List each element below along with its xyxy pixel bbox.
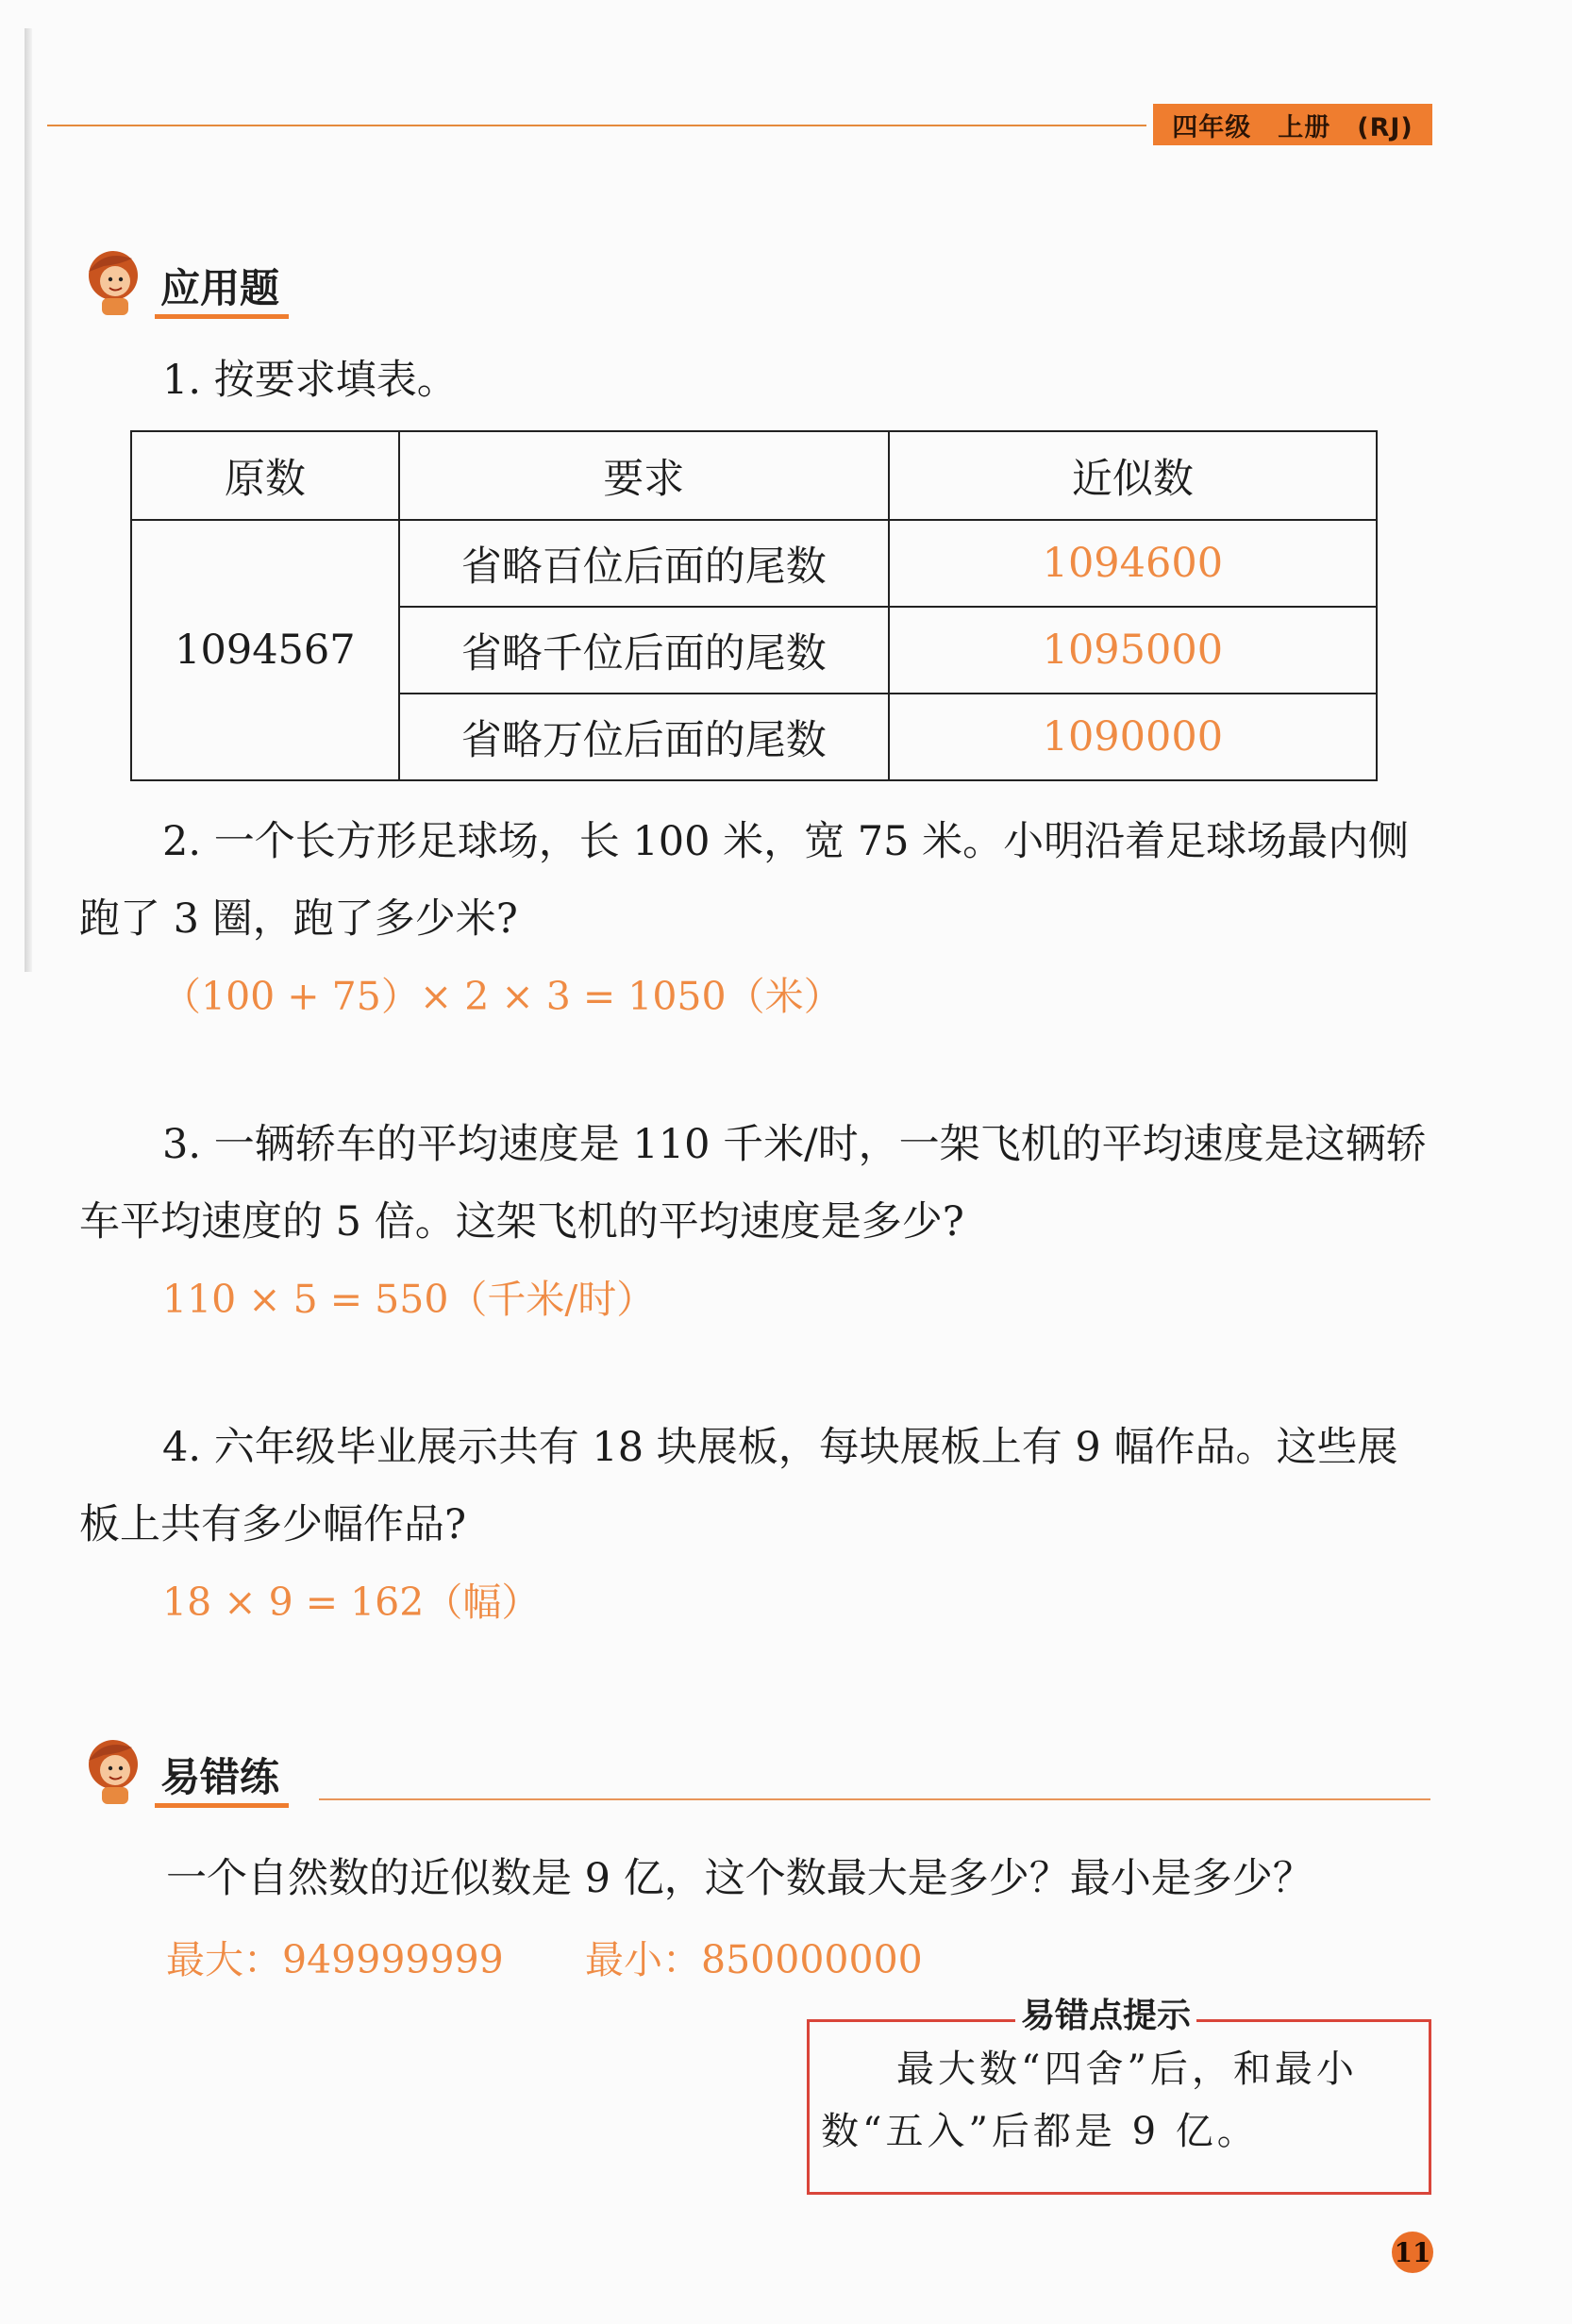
- table-header-row: [131, 431, 1377, 520]
- table-header-cell: 近似数: [889, 431, 1377, 520]
- student-mascot-icon: [75, 1732, 151, 1808]
- rounding-table: [130, 430, 1378, 781]
- section-header-application: [75, 243, 289, 319]
- question-1: 1. 按要求填表。: [162, 357, 458, 404]
- requirement-cell: 省略百位后面的尾数: [399, 520, 889, 607]
- approx-cell: 1090000: [889, 694, 1377, 780]
- section-header-mistakes: [75, 1732, 289, 1808]
- requirement-cell: 省略千位后面的尾数: [399, 607, 889, 694]
- section-title-mistakes: 易错练: [155, 1756, 289, 1808]
- tip-label: 易错点提示: [1015, 1989, 1196, 2037]
- grade-badge: 四年级 上册 (RJ): [1153, 104, 1432, 145]
- answer-min: 最小：850000000: [585, 1937, 923, 1982]
- approx-cell: 1095000: [889, 607, 1377, 694]
- answer-2: （100 + 75）× 2 × 3 = 1050（米）: [162, 974, 843, 1019]
- page-number: 11: [1392, 2232, 1433, 2273]
- answer-4: 18 × 9 = 162（幅）: [162, 1580, 541, 1625]
- section-rule: [319, 1798, 1430, 1800]
- question-3: 3. 一辆轿车的平均速度是 110 千米/时，一架飞机的平均速度是这辆轿车平均速度的 5 倍。这架飞机的平均速度是多少?: [79, 1121, 1427, 1246]
- table-header-cell: 原数: [131, 431, 399, 520]
- approx-cell: 1094600: [889, 520, 1377, 607]
- tip-text: 最大数“四舍”后，和最小数“五入”后都是 9 亿。: [821, 2048, 1358, 2153]
- page-spine-shadow: [25, 28, 32, 972]
- answer-3: 110 × 5 = 550（千米/时）: [162, 1277, 656, 1322]
- table-header-cell: 要求: [399, 431, 889, 520]
- question-2: 2. 一个长方形足球场，长 100 米，宽 75 米。小明沿着足球场最内侧跑了 3 圈，跑了多少米?: [79, 818, 1410, 943]
- question-4: 4. 六年级毕业展示共有 18 块展板，每块展板上有 9 幅作品。这些展板上共有多少幅作品?: [79, 1424, 1398, 1548]
- requirement-cell: 省略万位后面的尾数: [399, 694, 889, 780]
- table-row: [131, 520, 1377, 607]
- student-mascot-icon: [75, 243, 151, 319]
- answer-max: 最大：949999999: [166, 1937, 504, 1982]
- header-rule: [47, 125, 1146, 126]
- mistake-question: 一个自然数的近似数是 9 亿，这个数最大是多少？最小是多少？: [166, 1855, 1313, 1902]
- section-title-application: 应用题: [155, 267, 289, 319]
- original-number-cell: 1094567: [131, 520, 399, 780]
